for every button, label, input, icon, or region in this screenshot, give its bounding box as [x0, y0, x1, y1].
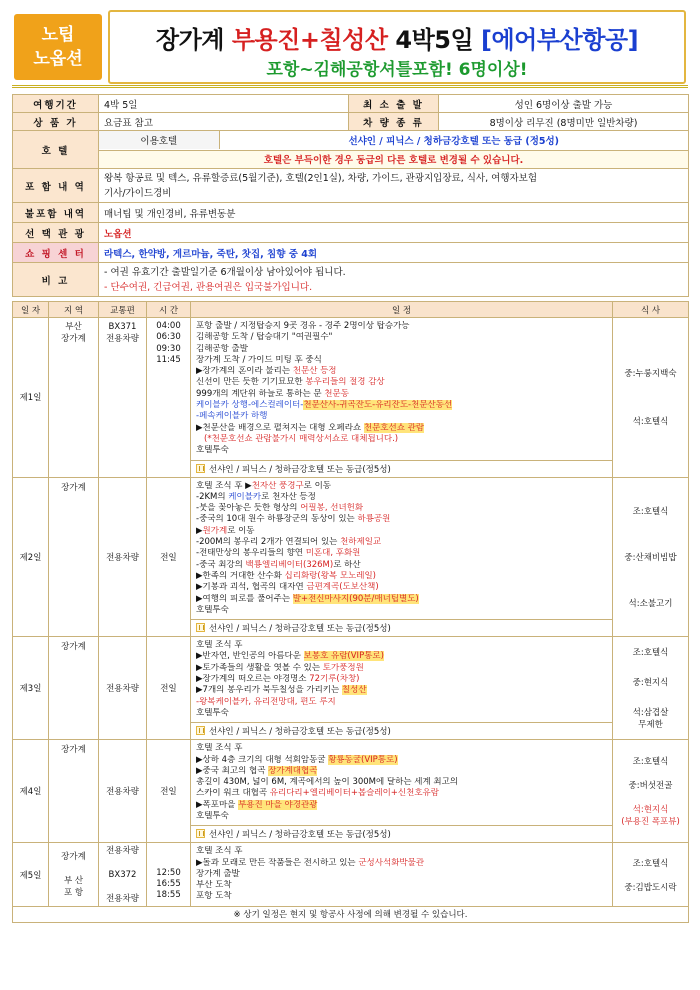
day4-transport: 전용차량 [99, 740, 147, 843]
day1-place [49, 318, 99, 478]
car-label: 차 량 종 류 [349, 113, 439, 131]
period-value: 4박 5일 [99, 95, 349, 113]
hotel-info [99, 131, 689, 151]
meal-lunch: 중:산채비빔밥 [624, 552, 677, 563]
price-value: 요금표 참고 [99, 113, 349, 131]
schedule-footnote: ※ 상기 일정은 현지 및 항공사 사정에 의해 변경될 수 있습니다. [13, 906, 689, 922]
itin-line: (*천문호선쇼 관람불가시 매력상서쇼로 대체됩니다.) [204, 433, 399, 444]
day2-itinerary: 호텔 조식 후 ▶천자산 풍경구로 이동 -2KM의 케이블카로 천자산 등정 -붓을 꽂아놓은 듯한 형상의 어필봉, 선녀헌화 -중국의 10대 원수 하룡장군의 동상이 있는 하룡공원 ▶원가계로 이동 -200M의 봉우리 2개가 연결되어 있는 천하제일교 -전태만상의 봉우리들의 향연 미혼대, 후화원 -중국 최강의 백룡엘리베이터(326M)로 하산 ▶한족의 거대한 산수화 십리화랑(왕복 모노레일) ▶기봉과 괴석, 협곡의 대자연 금편계곡(도보산책) ▶여행의 피로를 풀어주는 발+전신마사지(90분/매너팁별도) 호텔투숙 [191, 477, 613, 620]
meal-lunch: 중:누룽지백숙 [624, 369, 677, 380]
meal-breakfast: 조:호텔식 [632, 757, 669, 768]
day4-row [13, 740, 689, 826]
day1-meals [613, 318, 689, 478]
hotel-use-label: 이용호텔 [99, 131, 219, 149]
day1-time-2: 06:30 [156, 332, 181, 343]
meal-dinner: 석:삼겹살 [632, 708, 669, 719]
col-itinerary: 일 정 [191, 302, 613, 318]
itin-line: ▶장가계의 혼이라 불리는 천문산 등정 [196, 366, 337, 377]
day1-time-1: 04:00 [156, 321, 181, 331]
logo-badge [14, 14, 102, 80]
include-line-1: 왕복 항공료 및 텍스, 유류할증료(5월기준), 호텔(2인1실), 차량, 가이드, 관광지입장료, 식사, 여행자보험 [104, 172, 538, 184]
day1-times [147, 318, 191, 478]
hotel-list: 선샤인 / 피닉스 / 청하금강호텔 또는 동급 (정5성) [348, 136, 560, 148]
day3-time: 전일 [147, 637, 191, 740]
day5-meals [613, 843, 689, 906]
day2-meals [613, 477, 689, 637]
include-value [99, 169, 689, 203]
logo-line2: 노옵션 [33, 49, 83, 69]
info-table [12, 94, 689, 297]
meal-dinner: 석:소불고기 [628, 598, 673, 609]
day1-trans-1: BX371 [108, 322, 137, 332]
itin-line: 장가계 도착 / 가이드 미팅 후 중식 [196, 354, 322, 365]
hotel-icon [196, 623, 205, 632]
itin-line: 김해공항 도착 / 탑승대기 "여권필수" [196, 332, 333, 343]
day1-itinerary [191, 318, 613, 461]
min-label: 최 소 출 발 [349, 95, 439, 113]
col-transport: 교통편 [99, 302, 147, 318]
include-label: 포 함 내 역 [13, 169, 99, 203]
day2-label: 제2일 [13, 477, 49, 637]
include-line-2: 기사/가이드경비 [104, 187, 172, 199]
day5-times: 12:50 16:55 18:55 [147, 843, 191, 906]
day1-time-3: 09:30 [156, 343, 181, 354]
min-value: 성인 6명이상 출발 가능 [439, 95, 689, 113]
day5-transport: 전용차량 BX372 전용차량 [99, 843, 147, 906]
option-value: 노옵션 [99, 223, 689, 243]
day1-trans-2: 전용차량 [106, 334, 139, 344]
title-box [108, 10, 686, 84]
day3-hotel: 선샤인 / 피닉스 / 청하금강호텔 또는 동급(정5성) [191, 723, 613, 740]
hotel-label: 호 텔 [13, 131, 99, 169]
itin-line: ▶천문산을 배경으로 펼쳐지는 대형 오페라쇼 천문호선쇼 관람 [196, 422, 425, 433]
meal-dinner-note: 무제한 [638, 720, 663, 731]
hotel-icon [196, 829, 205, 838]
day4-time: 전일 [147, 740, 191, 843]
subtitle: 포항~김해공항셔틀포함! 6명이상! [266, 60, 528, 80]
hotel-icon [196, 726, 205, 735]
option-label: 선 택 관 광 [13, 223, 99, 243]
itin-line: 호텔투숙 [196, 445, 229, 456]
shop-label: 쇼 핑 센 터 [13, 243, 99, 263]
meal-dinner-note: (부용진 폭포뷰) [621, 817, 680, 828]
day3-meals [613, 637, 689, 740]
logo-line1: 노팁 [41, 25, 75, 45]
day2-transport: 전용차량 [99, 477, 147, 637]
header [12, 8, 688, 88]
day4-label: 제4일 [13, 740, 49, 843]
itin-line: 포항 출발 / 지정탑승지 9곳 경유 - 경주 2명이상 탑승가능 [196, 321, 410, 331]
remark-line-2: - 단수여권, 긴급여권, 관용여권은 입국불가입니다. [104, 281, 313, 293]
day1-place-2: 장가계 [61, 334, 86, 344]
meal-breakfast: 조:호텔식 [632, 858, 669, 869]
car-value: 8명이상 리무진 (8명미만 일반차량) [439, 113, 689, 131]
day2-hotel: 선샤인 / 피닉스 / 청하금강호텔 또는 동급(정5성) [191, 620, 613, 637]
day3-row [13, 637, 689, 723]
itin-line: 김해공항 출발 [196, 343, 248, 354]
meal-dinner: 석:현지식 [632, 805, 669, 816]
day4-meals [613, 740, 689, 843]
exclude-value: 매너팁 및 개인경비, 유류변동분 [99, 203, 689, 223]
title-part-c: 4박5일 [387, 26, 482, 54]
day5-label: 제5일 [13, 843, 49, 906]
meal-breakfast: 조:호텔식 [632, 506, 669, 517]
remark-value [99, 263, 689, 297]
itin-line: 케이블카 상행-에스컬레이터-천문산사-귀곡잔도-유리잔도-천문산동선 [196, 400, 453, 411]
day1-place-1: 부산 [65, 322, 82, 332]
col-meals: 식 사 [613, 302, 689, 318]
col-place: 지 역 [49, 302, 99, 318]
day1-transport [99, 318, 147, 478]
day5-itinerary: 호텔 조식 후 ▶돌과 모래로 만든 작품들은 전시하고 있는 군성사석화박물관 장가계 출발 부산 도착 포항 도착 [191, 843, 613, 906]
hotel-icon [196, 464, 205, 473]
period-label: 여행기간 [13, 95, 99, 113]
day5-row [13, 843, 689, 906]
day1-hotel: 선샤인 / 피닉스 / 청하금강호텔 또는 동급(정5성) [191, 460, 613, 477]
day4-place: 장가계 [49, 740, 99, 843]
meal-lunch: 중:현지식 [632, 678, 669, 689]
day1-time-4: 11:45 [156, 354, 181, 365]
day1-label: 제1일 [13, 318, 49, 478]
day3-itinerary: 호텔 조식 후 ▶반자연, 반인공의 아름다운 보봉호 유람(VIP통로) ▶토가족들의 생활을 엿볼 수 있는 토가풍정원 ▶장가계의 떠오르는 야경명소 72기루(차창) ▶7개의 봉우리가 북두칠성을 가리키는 칠성산 -왕복케이블카, 유리전망대, 편도 루지 호텔투숙 [191, 637, 613, 723]
page-title [110, 20, 684, 55]
itin-line: 신선이 만든 듯한 기기묘묘한 봉우리들의 절경 감상 [196, 377, 385, 388]
itin-line: 999개의 계단위 하늘로 통하는 문 천문동 [196, 388, 349, 399]
day3-transport: 전용차량 [99, 637, 147, 740]
col-time: 시 간 [147, 302, 191, 318]
day2-place: 장가계 [49, 477, 99, 637]
exclude-label: 불포함 내역 [13, 203, 99, 223]
title-part-b: 부용진+칠성산 [231, 26, 388, 54]
shop-value: 라텍스, 한약방, 게르마늄, 죽탄, 찻집, 침향 중 4회 [99, 243, 689, 263]
day2-time: 전일 [147, 477, 191, 637]
schedule-table [12, 301, 689, 923]
title-part-a: 장가계 [155, 26, 232, 54]
title-airline: [에어부산항공] [481, 26, 639, 54]
day1-row [13, 318, 689, 461]
remark-line-1: - 여권 유효기간 출발일기준 6개월이상 남아있어야 됩니다. [104, 266, 346, 278]
day5-place: 장가계 부 산 포 항 [49, 843, 99, 906]
tour-flyer [12, 8, 688, 923]
price-label: 상 품 가 [13, 113, 99, 131]
meal-lunch: 중:버섯전골 [628, 781, 673, 792]
day2-row [13, 477, 689, 620]
day3-label: 제3일 [13, 637, 49, 740]
day3-place: 장가계 [49, 637, 99, 740]
meal-breakfast: 조:호텔식 [632, 648, 669, 659]
itin-line: -페속케이블카 하행 [196, 411, 268, 422]
day4-hotel: 선샤인 / 피닉스 / 청하금강호텔 또는 동급(정5성) [191, 826, 613, 843]
meal-dinner: 석:호텔식 [632, 417, 669, 428]
col-day: 일 자 [13, 302, 49, 318]
meal-lunch: 중:김밥도시락 [624, 882, 677, 893]
hotel-note: 호텔은 부득이한 경우 동급의 다른 호텔로 변경될 수 있습니다. [99, 150, 689, 169]
day4-itinerary: 호텔 조식 후 ▶상하 4층 크기의 대형 석회암동굴 황룡동굴(VIP통로) ▶중국 최고의 협곡 장가계대협곡 총길이 430M, 넓이 6M, 계곡에서의 높이 300M에 달하는 세계 최고의 스카이 워크 대협곡 유리다리+엘리베이터+봅슬레이+신천호유람 ▶폭포마을 부용진 마을 야경관광 호텔투숙 [191, 740, 613, 826]
remark-label: 비 고 [13, 263, 99, 297]
